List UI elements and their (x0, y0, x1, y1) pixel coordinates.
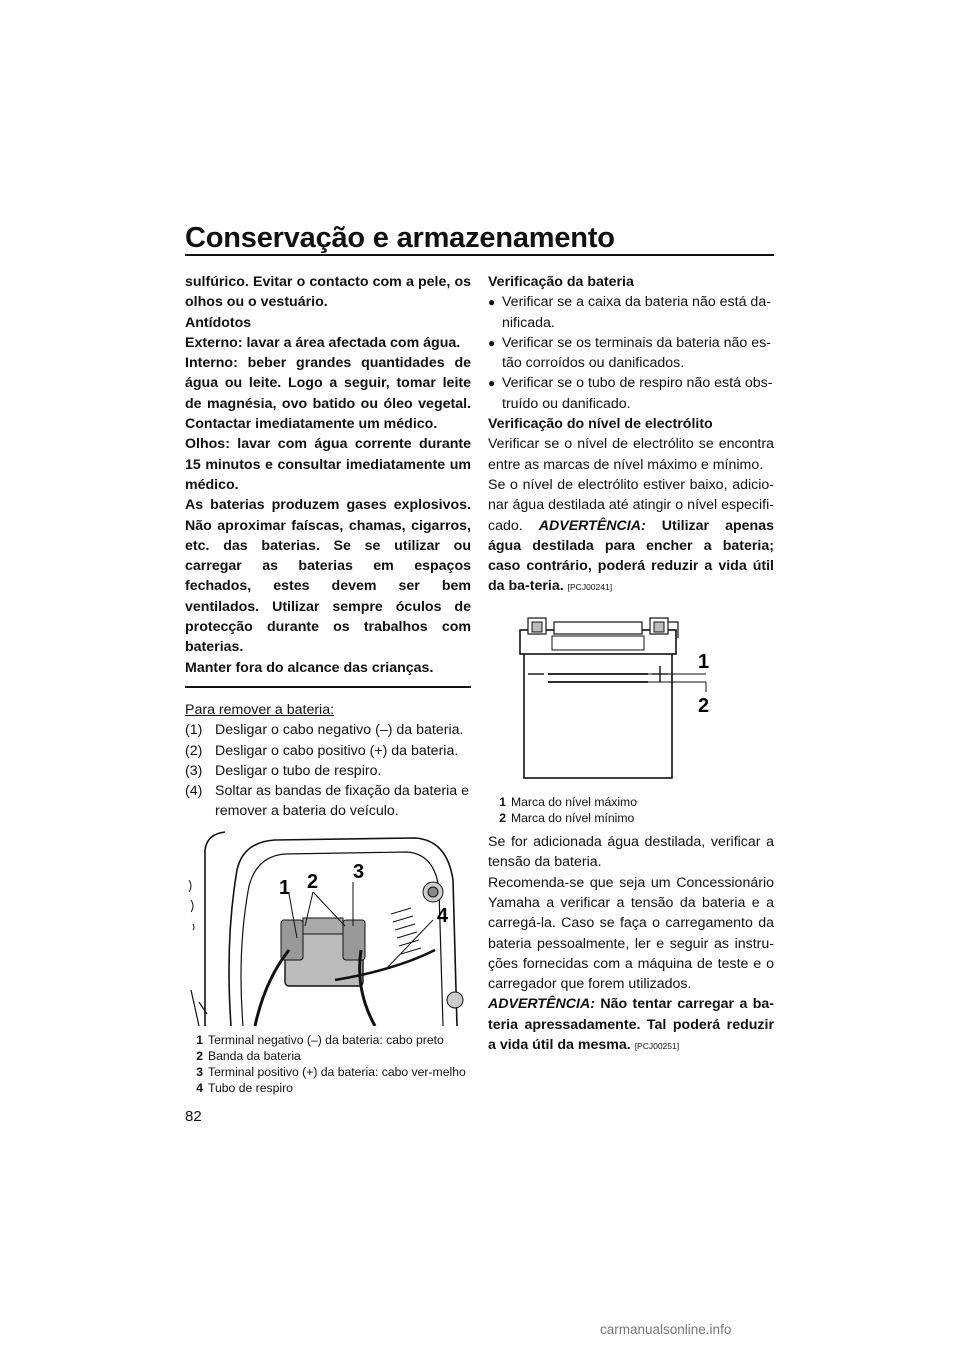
step-number: (3) (185, 762, 203, 779)
step-item (185, 741, 471, 761)
step-item (185, 720, 471, 740)
warning-line: Externo: lavar a área afectada com água. (185, 334, 461, 351)
caption-text: Terminal positivo (+) da bateria: cabo ver-melho (208, 1065, 466, 1080)
bullet-text: Verificar se os terminais da bateria não es-tão corroídos ou danificados. (502, 334, 771, 372)
bullet-item (488, 333, 774, 374)
warning-line: Antídotos (185, 314, 252, 331)
step-text: Desligar o cabo positivo (+) da bateria. (215, 742, 459, 759)
level-warning: Utilizar apenas água destilada para encher a bateria; caso contrário, poderá reduzir a vida útil da ba-teria. (488, 517, 774, 595)
figure-label-2: 2 (698, 694, 710, 717)
charge-warning-code: [PCJ00251] (634, 1041, 680, 1052)
bullet-icon: ● (488, 335, 496, 350)
advertencia-label: ADVERTÊNCIA: (488, 996, 595, 1013)
step-item (185, 781, 471, 822)
bullet-icon: ● (488, 376, 496, 391)
step-text: Desligar o cabo negativo (–) da bateria. (215, 722, 464, 739)
caption-number: 2 (499, 811, 506, 826)
warning-line: Olhos: lavar com água corrente durante 15 minutos e consultar imediatamente um médico. (185, 436, 471, 493)
figure-label-1: 1 (279, 876, 291, 899)
step-text: Soltar as bandas de fixação da bateria e remover a bateria do veículo. (215, 783, 469, 820)
level-text: Se o nível de electrólito estiver baixo, adicio-nar água destilada até atingir o nível especifi-cado. (488, 476, 774, 534)
caption-number: 4 (196, 1081, 203, 1096)
warning-line: sulfúrico. Evitar o contacto com a pele, os olhos ou o vestuário. (185, 274, 471, 311)
electrolyte-level-figure (488, 608, 774, 794)
step-text: Desligar o tubo de respiro. (215, 762, 382, 779)
right-column (488, 272, 774, 1056)
caption-item (185, 1064, 471, 1080)
step-number: (4) (185, 783, 203, 800)
bullet-item (488, 373, 774, 414)
bullet-text: Verificar se o tubo de respiro não está obs-truído ou danificado. (502, 375, 773, 412)
caption-text: Tubo de respiro (208, 1081, 293, 1096)
battery-level-illustration (488, 608, 774, 788)
level-paragraph: Verificar se o nível de electrólito se encontra entre as marcas de nível máximo e mínimo. (488, 436, 774, 473)
figure-label-3: 3 (353, 860, 365, 883)
bullet-text: Verificar se a caixa da bateria não está da-nificada. (502, 294, 771, 331)
dealer-paragraph: Recomenda-se que seja um Concessionário Yamaha a verificar a tensão da bateria e a carregá-la. Caso se faça o carregamento da bateria pessoalmente, ler e seguir as instru-ções fornecidas com a máquina de teste e o carregador que forem utilizados. (488, 874, 774, 993)
bullet-item (488, 292, 774, 333)
caption-text: Marca do nível mínimo (511, 811, 635, 826)
caption-item (488, 794, 774, 810)
caption-text: Marca do nível máximo (511, 795, 637, 810)
caption-text: Banda da bateria (208, 1049, 301, 1064)
bullet-icon: ● (488, 295, 496, 310)
level-heading: Verificação do nível de electrólito (488, 416, 713, 433)
caption-text: Terminal negativo (–) da bateria: cabo preto (208, 1033, 444, 1048)
figure-caption-list (488, 794, 774, 826)
caption-number: 3 (196, 1065, 203, 1080)
warning-line: Interno: beber grandes quantidades de água ou leite. Logo a seguir, tomar leite de magnésia, ovo batido ou óleo vegetal. Contactar imediatamente um médico. (185, 355, 471, 433)
level-paragraph (488, 475, 774, 598)
warning-block (185, 272, 471, 678)
battery-removal-figure (185, 830, 471, 1032)
figure-label-2: 2 (307, 870, 319, 893)
caption-item (185, 1032, 471, 1048)
step-item (185, 761, 471, 781)
caption-item (488, 810, 774, 826)
figure-caption-list (185, 1032, 471, 1096)
figure-label-1: 1 (698, 650, 710, 673)
level-warning-code: [PCJ00241] (567, 582, 613, 593)
advertencia-label: ADVERTÊNCIA: (538, 517, 646, 534)
check-heading: Verificação da bateria (488, 274, 634, 290)
page-title: Conservação e armazenamento (185, 222, 615, 254)
battery-compartment-illustration (185, 830, 471, 1026)
step-number: (2) (185, 742, 203, 759)
step-number: (1) (185, 722, 203, 739)
warning-line: As baterias produzem gases explosivos. Não aproximar faíscas, chamas, cigarros, etc. das baterias. Se se utilizar ou carregar as baterias em espaços fechados, estes devem ser bem ventilados. Utilizar sempre óculos de protecção durante os trabalhos com baterias. (185, 497, 471, 656)
remove-heading: Para remover a bateria: (185, 701, 335, 718)
charge-warning-paragraph (488, 994, 774, 1056)
watermark: carmanualsonline.info (600, 1322, 732, 1337)
figure-label-4: 4 (437, 904, 449, 927)
warning-line: Manter fora do alcance das crianças. (185, 659, 434, 676)
caption-number: 2 (196, 1049, 203, 1064)
caption-item (185, 1048, 471, 1064)
tension-paragraph: Se for adicionada água destilada, verificar a tensão da bateria. (488, 834, 774, 871)
warning-rule (185, 686, 471, 688)
caption-number: 1 (499, 795, 506, 810)
left-column (185, 272, 471, 1096)
charge-warning: Não tentar carregar a ba-teria apressadamente. Tal poderá reduzir a vida útil da mesma. (488, 996, 774, 1054)
page-number: 82 (185, 1108, 202, 1125)
caption-item (185, 1080, 471, 1096)
caption-number: 1 (196, 1033, 203, 1048)
title-rule (185, 254, 774, 256)
